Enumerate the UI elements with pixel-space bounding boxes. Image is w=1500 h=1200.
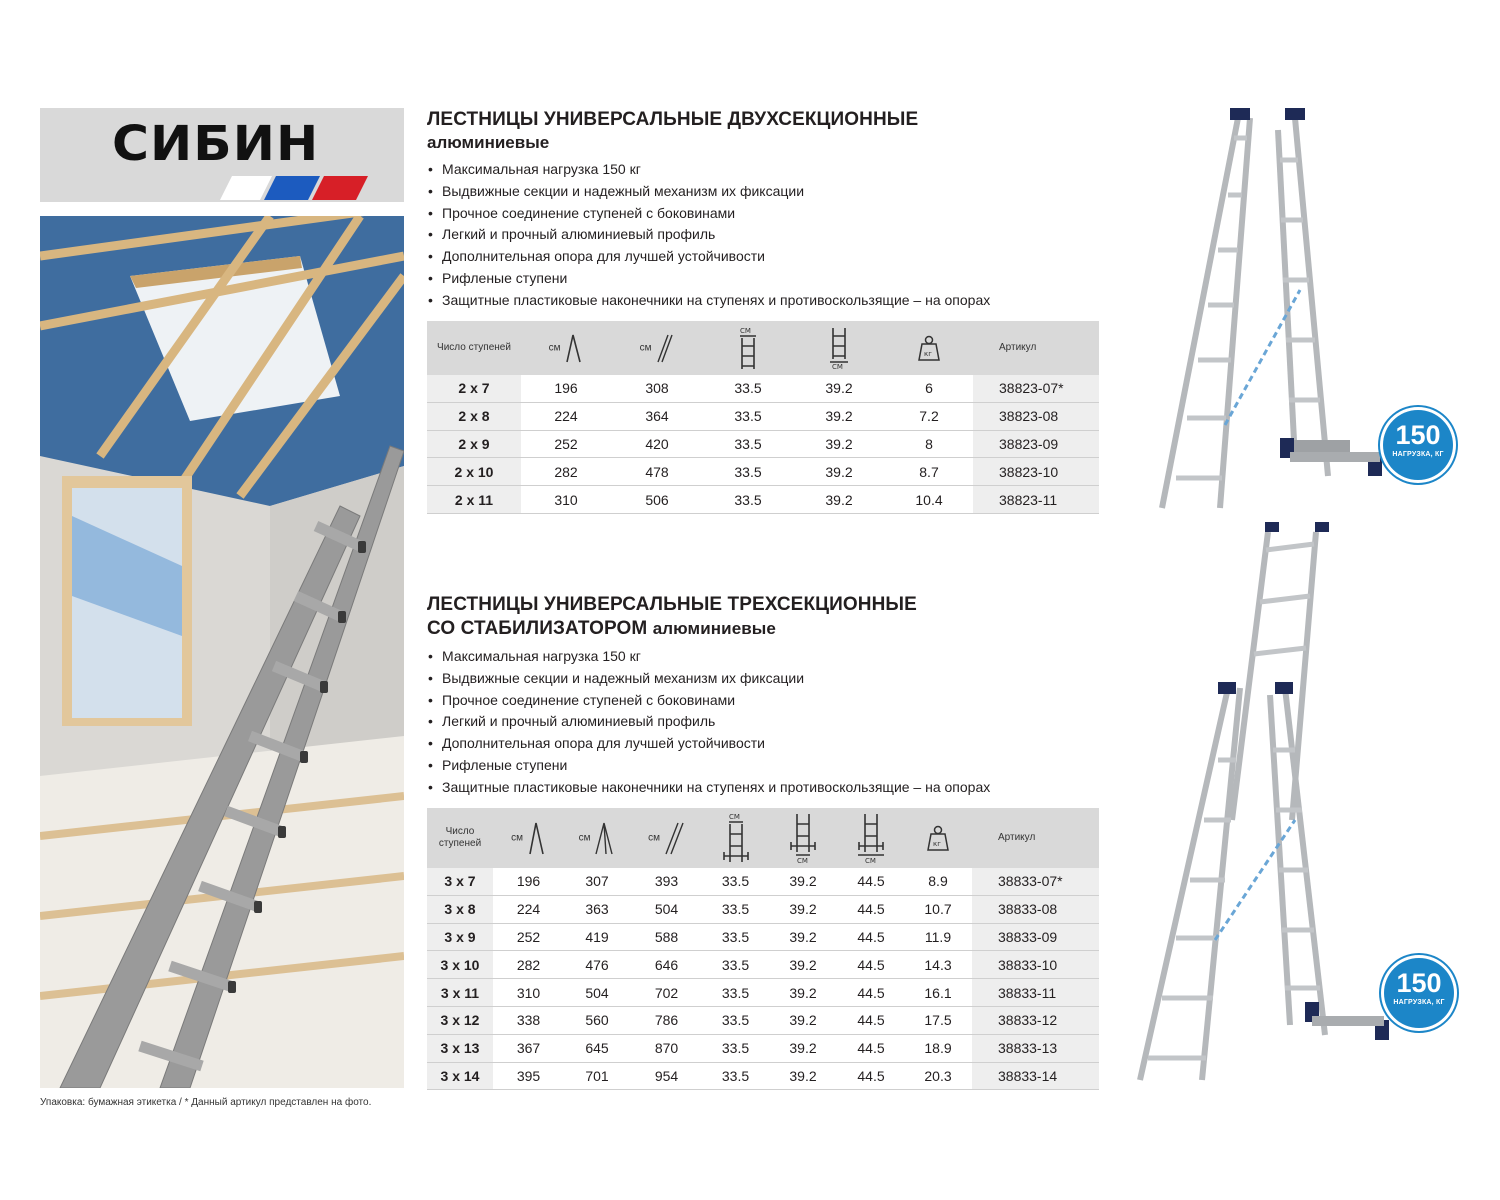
table-row bbox=[427, 1007, 1099, 1035]
cell-value: 39.2 bbox=[768, 1034, 838, 1062]
cell-article: 38833-13 bbox=[972, 1034, 1099, 1062]
ladder-length-icon bbox=[654, 333, 674, 363]
section-three-section-ladders bbox=[427, 593, 1099, 1090]
cell-value: 367 bbox=[493, 1034, 564, 1062]
cell-value: 282 bbox=[493, 951, 564, 979]
cell-value: 33.5 bbox=[703, 402, 793, 430]
header-step-width bbox=[703, 321, 793, 375]
cell-steps: 2 x 8 bbox=[427, 402, 521, 430]
spec-table bbox=[427, 321, 1099, 514]
cell-value: 282 bbox=[521, 458, 611, 486]
load-badge bbox=[1384, 958, 1454, 1028]
load-badge bbox=[1383, 410, 1453, 480]
table-row bbox=[427, 868, 1099, 896]
cell-value: 393 bbox=[630, 868, 703, 896]
table-row bbox=[427, 486, 1099, 514]
section-title: ЛЕСТНИЦЫ УНИВЕРСАЛЬНЫЕ ТРЕХСЕКЦИОННЫЕ bbox=[427, 594, 917, 615]
a-frame-height-icon bbox=[563, 333, 583, 363]
cell-steps: 3 x 11 bbox=[427, 979, 493, 1007]
cell-value: 954 bbox=[630, 1062, 703, 1090]
feature-item: • Дополнительная опора для лучшей устойчивости bbox=[427, 733, 1099, 755]
header-steps bbox=[427, 808, 493, 868]
cell-steps: 3 x 10 bbox=[427, 951, 493, 979]
cell-value: 8.9 bbox=[904, 868, 972, 896]
cell-value: 364 bbox=[611, 402, 703, 430]
cell-value: 16.1 bbox=[904, 979, 972, 1007]
cell-value: 588 bbox=[630, 923, 703, 951]
cell-value: 252 bbox=[521, 430, 611, 458]
header-weight bbox=[904, 808, 972, 868]
spec-table bbox=[427, 808, 1099, 1091]
load-badge-caption: НАГРУЗКА, КГ bbox=[1392, 451, 1444, 458]
header-base-width bbox=[768, 808, 838, 868]
base-width-icon bbox=[788, 812, 818, 864]
header-base-width bbox=[793, 321, 885, 375]
cell-value: 39.2 bbox=[768, 1062, 838, 1090]
cell-value: 39.2 bbox=[793, 430, 885, 458]
table-row bbox=[427, 951, 1099, 979]
header-ladder-length bbox=[611, 321, 703, 375]
feature-item: • Выдвижные секции и надежный механизм их фиксации bbox=[427, 668, 1099, 690]
cell-value: 7.2 bbox=[885, 402, 973, 430]
feature-item: • Выдвижные секции и надежный механизм их фиксации bbox=[427, 181, 1099, 203]
cell-value: 11.9 bbox=[904, 923, 972, 951]
table-row bbox=[427, 430, 1099, 458]
cell-value: 8.7 bbox=[885, 458, 973, 486]
cell-value: 18.9 bbox=[904, 1034, 972, 1062]
feature-item: • Прочное соединение ступеней с боковинами bbox=[427, 690, 1099, 712]
cell-value: 420 bbox=[611, 430, 703, 458]
cell-value: 196 bbox=[493, 868, 564, 896]
cell-value: 33.5 bbox=[703, 895, 768, 923]
cell-value: 33.5 bbox=[703, 1034, 768, 1062]
cell-value: 44.5 bbox=[838, 923, 904, 951]
svg-text:СМ: СМ bbox=[832, 362, 843, 370]
header-weight bbox=[885, 321, 973, 375]
cell-article: 38833-10 bbox=[972, 951, 1099, 979]
cell-value: 476 bbox=[564, 951, 630, 979]
cell-steps: 2 x 7 bbox=[427, 375, 521, 403]
cell-value: 224 bbox=[493, 895, 564, 923]
section-two-section-ladders bbox=[427, 108, 1099, 514]
section-title: ЛЕСТНИЦЫ УНИВЕРСАЛЬНЫЕ ДВУХСЕКЦИОННЫЕ bbox=[427, 109, 919, 130]
cell-value: 307 bbox=[564, 868, 630, 896]
unit-label: см bbox=[511, 832, 524, 844]
cell-value: 506 bbox=[611, 486, 703, 514]
cell-steps: 2 x 9 bbox=[427, 430, 521, 458]
cell-value: 560 bbox=[564, 1007, 630, 1035]
feature-item: • Легкий и прочный алюминиевый профиль bbox=[427, 224, 1099, 246]
cell-value: 44.5 bbox=[838, 895, 904, 923]
cell-article: 38833-14 bbox=[972, 1062, 1099, 1090]
feature-item: • Прочное соединение ступеней с боковинами bbox=[427, 203, 1099, 225]
cell-value: 310 bbox=[521, 486, 611, 514]
cell-article: 38833-09 bbox=[972, 923, 1099, 951]
folded-length-icon bbox=[593, 821, 615, 855]
cell-steps: 2 x 10 bbox=[427, 458, 521, 486]
weight-unit-label: кг bbox=[933, 839, 941, 848]
base-width-icon bbox=[827, 326, 851, 370]
load-badge-caption: НАГРУЗКА, КГ bbox=[1393, 999, 1445, 1006]
cell-value: 39.2 bbox=[793, 375, 885, 403]
cell-steps: 3 x 12 bbox=[427, 1007, 493, 1035]
cell-value: 14.3 bbox=[904, 951, 972, 979]
cell-value: 39.2 bbox=[768, 1007, 838, 1035]
weight-icon bbox=[917, 335, 941, 361]
cell-article: 38833-08 bbox=[972, 895, 1099, 923]
table-row bbox=[427, 458, 1099, 486]
cell-article: 38833-07* bbox=[972, 868, 1099, 896]
unit-label: см bbox=[578, 832, 591, 844]
feature-item: • Рифленые ступени bbox=[427, 755, 1099, 777]
feature-list bbox=[427, 646, 1099, 799]
table-row bbox=[427, 1062, 1099, 1090]
feature-list bbox=[427, 159, 1099, 312]
stabilizer-width-icon bbox=[856, 812, 886, 864]
cell-article: 38823-08 bbox=[973, 402, 1099, 430]
cell-value: 504 bbox=[564, 979, 630, 1007]
header-folded-length bbox=[564, 808, 630, 868]
table-row bbox=[427, 895, 1099, 923]
svg-text:СМ: СМ bbox=[728, 812, 740, 821]
cell-value: 39.2 bbox=[768, 979, 838, 1007]
feature-item: • Защитные пластиковые наконечники на ступенях и противоскользящие – на опорах bbox=[427, 290, 1099, 312]
cell-steps: 3 x 9 bbox=[427, 923, 493, 951]
header-steps-line1: Число bbox=[445, 825, 475, 837]
ladder-three-section-icon bbox=[1120, 520, 1400, 1100]
cell-value: 20.3 bbox=[904, 1062, 972, 1090]
cell-value: 33.5 bbox=[703, 1007, 768, 1035]
feature-item: • Легкий и прочный алюминиевый профиль bbox=[427, 711, 1099, 733]
cell-value: 870 bbox=[630, 1034, 703, 1062]
cell-value: 701 bbox=[564, 1062, 630, 1090]
cell-value: 33.5 bbox=[703, 375, 793, 403]
cell-value: 10.4 bbox=[885, 486, 973, 514]
cell-value: 338 bbox=[493, 1007, 564, 1035]
lifestyle-photo bbox=[40, 216, 404, 1088]
svg-text:СМ: СМ bbox=[740, 326, 751, 335]
section-title-bold: СО СТАБИЛИЗАТОРОМ bbox=[427, 618, 648, 639]
svg-text:СМ: СМ bbox=[865, 856, 876, 864]
cell-article: 38823-09 bbox=[973, 430, 1099, 458]
cell-steps: 3 x 8 bbox=[427, 895, 493, 923]
cell-value: 252 bbox=[493, 923, 564, 951]
cell-value: 10.7 bbox=[904, 895, 972, 923]
table-row bbox=[427, 923, 1099, 951]
cell-value: 39.2 bbox=[793, 486, 885, 514]
cell-value: 504 bbox=[630, 895, 703, 923]
table-row bbox=[427, 375, 1099, 403]
step-width-icon bbox=[721, 812, 751, 864]
header-steps-line2: ступеней bbox=[438, 837, 482, 849]
svg-text:СМ: СМ bbox=[797, 856, 808, 864]
weight-unit-label: кг bbox=[924, 349, 932, 358]
cell-value: 39.2 bbox=[768, 868, 838, 896]
feature-item: • Максимальная нагрузка 150 кг bbox=[427, 646, 1099, 668]
cell-value: 33.5 bbox=[703, 923, 768, 951]
cell-value: 33.5 bbox=[703, 1062, 768, 1090]
cell-value: 44.5 bbox=[838, 868, 904, 896]
cell-value: 44.5 bbox=[838, 979, 904, 1007]
table-header-row bbox=[427, 808, 1099, 868]
table-row bbox=[427, 979, 1099, 1007]
brand-logo-text: СИБИН bbox=[112, 116, 320, 172]
cell-value: 44.5 bbox=[838, 951, 904, 979]
cell-value: 196 bbox=[521, 375, 611, 403]
header-step-width bbox=[703, 808, 768, 868]
cell-value: 17.5 bbox=[904, 1007, 972, 1035]
header-stabilizer-width bbox=[838, 808, 904, 868]
cell-value: 310 bbox=[493, 979, 564, 1007]
cell-value: 8 bbox=[885, 430, 973, 458]
cell-value: 646 bbox=[630, 951, 703, 979]
unit-label: см bbox=[648, 832, 661, 844]
cell-value: 39.2 bbox=[768, 951, 838, 979]
cell-value: 39.2 bbox=[793, 402, 885, 430]
cell-value: 44.5 bbox=[838, 1007, 904, 1035]
cell-value: 419 bbox=[564, 923, 630, 951]
weight-icon bbox=[926, 825, 950, 851]
feature-item: • Рифленые ступени bbox=[427, 268, 1099, 290]
section-subtitle: алюминиевые bbox=[652, 619, 776, 638]
ladder-two-section-icon bbox=[1130, 100, 1400, 520]
table-row bbox=[427, 1034, 1099, 1062]
feature-item: • Дополнительная опора для лучшей устойчивости bbox=[427, 246, 1099, 268]
header-a-frame-height bbox=[493, 808, 564, 868]
cell-value: 33.5 bbox=[703, 979, 768, 1007]
cell-value: 33.5 bbox=[703, 430, 793, 458]
feature-item: • Защитные пластиковые наконечники на ступенях и противоскользящие – на опорах bbox=[427, 777, 1099, 799]
cell-article: 38833-12 bbox=[972, 1007, 1099, 1035]
cell-value: 44.5 bbox=[838, 1062, 904, 1090]
header-steps: Число ступеней bbox=[437, 341, 511, 353]
header-extended-length bbox=[630, 808, 703, 868]
cell-value: 33.5 bbox=[703, 868, 768, 896]
section-title-line2 bbox=[427, 617, 1099, 641]
cell-value: 33.5 bbox=[703, 458, 793, 486]
cell-value: 39.2 bbox=[768, 923, 838, 951]
cell-value: 702 bbox=[630, 979, 703, 1007]
cell-value: 33.5 bbox=[703, 486, 793, 514]
cell-value: 33.5 bbox=[703, 951, 768, 979]
unit-label: см bbox=[548, 342, 561, 354]
cell-steps: 3 x 7 bbox=[427, 868, 493, 896]
cell-value: 39.2 bbox=[793, 458, 885, 486]
header-article: Артикул bbox=[999, 342, 1037, 354]
cell-article: 38833-11 bbox=[972, 979, 1099, 1007]
footnote: Упаковка: бумажная этикетка / * Данный артикул представлен на фото. bbox=[40, 1097, 372, 1108]
cell-value: 478 bbox=[611, 458, 703, 486]
cell-value: 363 bbox=[564, 895, 630, 923]
table-header-row bbox=[427, 321, 1099, 375]
a-frame-height-icon bbox=[526, 821, 546, 855]
brand-flag-icon bbox=[220, 176, 370, 200]
cell-value: 6 bbox=[885, 375, 973, 403]
cell-value: 308 bbox=[611, 375, 703, 403]
unit-label: см bbox=[639, 342, 652, 354]
cell-article: 38823-10 bbox=[973, 458, 1099, 486]
section-subtitle: алюминиевые bbox=[427, 133, 550, 152]
cell-value: 39.2 bbox=[768, 895, 838, 923]
cell-value: 786 bbox=[630, 1007, 703, 1035]
feature-item: • Максимальная нагрузка 150 кг bbox=[427, 159, 1099, 181]
cell-article: 38823-07* bbox=[973, 375, 1099, 403]
brand-logo-block bbox=[40, 108, 404, 202]
cell-value: 395 bbox=[493, 1062, 564, 1090]
cell-value: 224 bbox=[521, 402, 611, 430]
cell-article: 38823-11 bbox=[973, 486, 1099, 514]
load-badge-number: 150 bbox=[1395, 420, 1441, 450]
cell-steps: 3 x 13 bbox=[427, 1034, 493, 1062]
extended-length-icon bbox=[663, 821, 685, 855]
cell-value: 44.5 bbox=[838, 1034, 904, 1062]
header-article: Артикул bbox=[998, 832, 1036, 844]
product-image-three-section bbox=[1120, 520, 1400, 1105]
header-a-frame-height bbox=[521, 321, 611, 375]
table-row bbox=[427, 402, 1099, 430]
step-width-icon bbox=[736, 326, 760, 370]
cell-steps: 2 x 11 bbox=[427, 486, 521, 514]
product-image-two-section bbox=[1130, 100, 1400, 525]
cell-steps: 3 x 14 bbox=[427, 1062, 493, 1090]
load-badge-number: 150 bbox=[1396, 968, 1442, 998]
cell-value: 645 bbox=[564, 1034, 630, 1062]
